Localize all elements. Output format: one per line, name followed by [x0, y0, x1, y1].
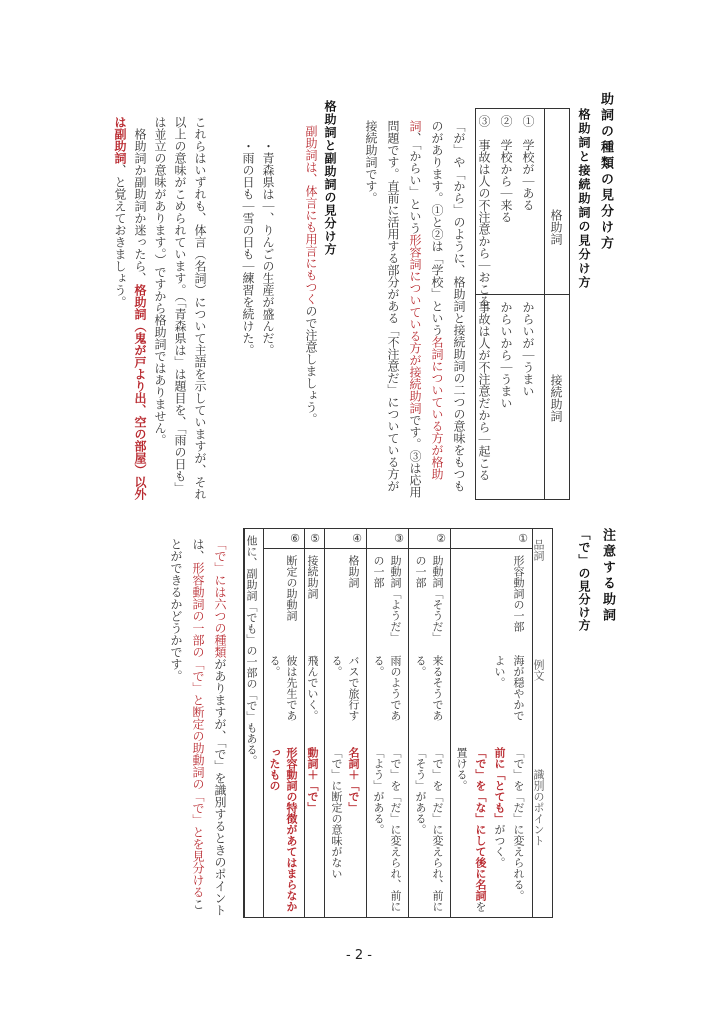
section-heading-caution-particles: 注意する助詞 [600, 528, 615, 624]
highlight-text: 名詞＋「で」 [347, 747, 360, 813]
table-row [450, 529, 532, 917]
highlight-text: 副助詞は、体言にも用言にもつく [304, 125, 318, 305]
row-pos: 助動詞「ようだ」の一部 [372, 555, 402, 643]
row-point [452, 747, 528, 912]
table-row: ② 学校から｜来る [499, 115, 513, 223]
de-identification-table [243, 528, 553, 918]
section-heading-de: 「で」の見分け方 [577, 528, 591, 632]
row-number: ② [409, 529, 450, 549]
table-row [263, 529, 304, 917]
text-run: 、と覚えておきましょう。 [113, 164, 127, 308]
row-point: 動詞＋「で」 [306, 747, 319, 813]
text-run: がありますが、「で」を識別するときのポイントは、 [191, 538, 227, 916]
row-point: 形容動詞の特徴があてはまらなかったもの [268, 747, 298, 912]
table-row: からいが｜うまい [521, 301, 535, 397]
case-particle-examples [473, 115, 539, 307]
table-row: からいから｜うまい [499, 301, 513, 409]
text-run: ので注意しましょう。 [304, 305, 318, 425]
row-number: ⑤ [305, 529, 324, 549]
header-point: 識別のポイント [532, 769, 545, 846]
highlight-text: 「で」を「な」にして後に名詞 [474, 747, 487, 901]
text-run: 「が」や「から」のように、格助詞と接続助詞の二つの意味をもつものがあります。①と②は「学校」という [430, 120, 466, 492]
table-row [408, 529, 450, 917]
table-row [366, 529, 408, 917]
header-example: 例文 [532, 659, 545, 681]
row-number: ⑥ [264, 529, 304, 549]
explanation-paragraph-1 [360, 120, 470, 500]
row-example: 飛んでいく。 [306, 655, 319, 721]
row-example: バスで旅行する。 [330, 655, 360, 721]
row-number: ③ [367, 529, 408, 549]
table-row: ③ 事故は人の不注意から｜おこる [477, 115, 491, 307]
row-point: 「で」を「だ」に変えられ、前に「よう」がある。 [372, 747, 402, 912]
rule-text [300, 125, 322, 425]
row-example: 雨のようである。 [372, 655, 402, 721]
header-case-particle: 格助詞 [549, 209, 563, 245]
highlight-text: 前に「とても」 [493, 747, 506, 824]
text-run: 格助詞か副助詞か迷ったら、 [133, 116, 147, 284]
page-number: - 2 - [346, 948, 372, 963]
explanation-paragraph-2 [110, 116, 210, 501]
row-example: 来るそうである。 [414, 655, 444, 721]
row-point: 「で」を「だ」に変えられ、前に「そう」がある。 [414, 747, 444, 912]
highlight-text: 名詞についている方が格助詞 [408, 120, 444, 480]
explanation-paragraph-3 [165, 538, 231, 918]
table-row [324, 529, 366, 917]
highlight-text: 格助詞（鬼が戸より出、空の部屋）以外は副助詞 [113, 116, 147, 500]
text-run: 「で」を「だ」に変えられる。 [512, 747, 525, 901]
text-run: 、「からい」という [408, 132, 422, 234]
table-row: 事故は人が不注意だから｜起こる [477, 301, 491, 481]
row-pos: 断定の助動詞 [285, 555, 298, 621]
highlight-text: 形容詞についている方が接続助詞 [408, 234, 422, 414]
text-run: です。③は応用問題です。直前に活用する部分がある「不注意だ」についている方が接続助詞です。 [364, 120, 422, 498]
text-run: がつく。 [493, 824, 506, 868]
text-run: 「で」に断定の意味がない [330, 747, 343, 879]
conjunctive-particle-examples [473, 301, 539, 481]
text-run: ことができるかどうかです。 [169, 538, 205, 910]
row-example: 彼は先生である。 [268, 655, 298, 721]
table-row [304, 529, 324, 917]
list-item: ・雨の日も｜雪の日も｜練習を続けた。 [241, 140, 255, 356]
table-header-column [544, 109, 569, 499]
row-pos: 格助詞 [347, 555, 360, 588]
row-example: 海が穏やかでよい。 [493, 655, 525, 721]
section-heading-case-vs-conjunctive: 格助詞と接続助詞の見分け方 [577, 108, 591, 290]
header-conjunctive-particle: 接続助詞 [549, 374, 563, 422]
table-row: ① 学校が｜ある [521, 115, 535, 211]
table-footnote-row [244, 529, 263, 917]
row-number: ④ [325, 529, 366, 549]
row-pos: 助動詞「そうだ」の一部 [414, 555, 444, 643]
table-header-column [532, 529, 552, 917]
text-run: これらはいずれも、体言（名詞）について主語を示していますが、それ以上の意味がこめられています。（「青森県は」は題目を、「雨の日も」は並立の意味があります。）ですから格助詞ではありません。 [153, 116, 207, 500]
row-point [328, 747, 362, 912]
highlight-text: 「で」には六つの種類 [213, 538, 227, 658]
row-number: ① [451, 529, 532, 549]
header-pos: 品詞 [532, 539, 545, 561]
list-item: ・青森県は｜、りんごの生産が盛んだ。 [261, 140, 275, 356]
text-run: を置ける。 [455, 747, 487, 912]
row-pos: 接続助詞 [306, 555, 319, 599]
row-pos: 形容動詞の一部 [512, 555, 525, 632]
particle-comparison-table [475, 108, 570, 500]
section-heading-case-vs-adverbial: 格助詞と副助詞の見分け方 [323, 100, 337, 256]
example-list [238, 140, 278, 360]
highlight-text: 形容動詞の一部の「で」と断定の助動詞の「で」とを見分ける [191, 562, 205, 898]
table-footnote: 他に、副助詞「でも」の一部の「で」もある。 [245, 535, 258, 766]
page-title: 助詞の種類の見分け方 [598, 92, 613, 252]
